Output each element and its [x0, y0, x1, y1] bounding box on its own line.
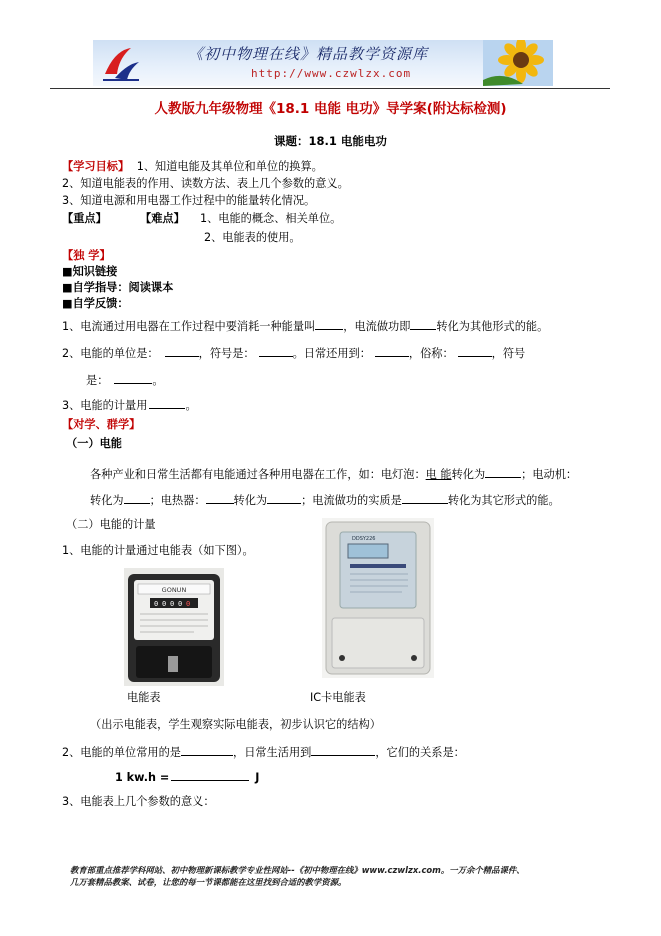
observation-note: （出示电能表，学生观察实际电能表，初步认识它的结构）	[90, 718, 381, 731]
section-1-line-1: 各种产业和日常生活都有电能通过各种用电器在工作，如：电灯泡：电 能转化为 ；电动机：	[90, 468, 578, 481]
svg-text:0: 0	[162, 600, 167, 608]
question-2: 2、电能的单位是： ，符号是： 。日常还用到： ，俗称： ，符号	[62, 347, 526, 360]
unit-equation: 1 kw.h = J	[115, 771, 260, 784]
answer-blank[interactable]	[124, 492, 150, 504]
objective-1: 1、知道电能及其单位和单位的换算。	[136, 160, 323, 173]
section-2-q1: 1、电能的计量通过电能表（如下图）。	[62, 544, 254, 557]
footer-line-1: 教育部重点推荐学科网站、初中物理新课标教学专业性网站--《初中物理在线》www.czwlzx.com。一万余个精品课件、	[70, 865, 525, 875]
meter-model: DDSY226	[352, 536, 376, 542]
ic-card-meter-image	[322, 518, 434, 678]
objective-3: 3、知道电源和用电器工作过程中的能量转化情况。	[62, 194, 316, 207]
question-3: 3、电能的计量用 。	[62, 399, 197, 412]
objectives-label: 【学习目标】	[62, 160, 130, 173]
answer-blank[interactable]	[181, 744, 233, 756]
answer-blank[interactable]	[267, 492, 301, 504]
keypoint-1: 1、电能的概念、相关单位。	[200, 212, 342, 225]
header-banner	[93, 40, 553, 86]
pair-study-label: 【对学、群学】	[62, 418, 141, 431]
page-title: 人教版九年级物理《18.1 电能 电功》导学案(附达标检测)	[154, 101, 507, 117]
answer-blank[interactable]	[171, 769, 249, 781]
meter-caption: 电能表	[127, 691, 161, 704]
answer-blank[interactable]	[410, 318, 436, 330]
svg-text:0: 0	[186, 600, 191, 608]
answer-blank[interactable]	[206, 492, 234, 504]
electric-meter-image	[124, 568, 224, 686]
answer-blank[interactable]	[311, 744, 375, 756]
lesson-subject: 课题：18.1 电能电功	[274, 134, 387, 148]
footer-line-2: 几万套精品教案、试卷，让您的每一节课都能在这里找到合适的教学资源。	[70, 877, 347, 887]
self-study-guide: ■自学指导：阅读课本	[62, 281, 174, 294]
banner-slogan: 《初中物理在线》精品教学资源库	[188, 45, 429, 63]
objective-2: 2、知道电能表的作用、读数方法、表上几个参数的意义。	[62, 177, 349, 190]
answer-blank[interactable]	[485, 466, 521, 478]
difficulty-label: 【难点】	[140, 212, 185, 225]
section-1-heading: （一）电能	[66, 437, 122, 450]
answer-blank[interactable]	[149, 397, 185, 409]
knowledge-link: ■知识链接	[62, 265, 118, 278]
meter-brand: GONUN	[161, 586, 187, 594]
svg-text:0: 0	[170, 600, 175, 608]
focus-label: 【重点】	[62, 212, 107, 225]
answer-blank[interactable]	[375, 345, 409, 357]
sunflower-icon	[483, 40, 553, 86]
answer-blank[interactable]	[114, 372, 152, 384]
answer-blank[interactable]	[402, 492, 448, 504]
header-rule	[50, 88, 610, 89]
svg-text:0: 0	[178, 600, 183, 608]
objective-line-1	[62, 160, 323, 174]
question-2-cont: 是： 。	[86, 374, 164, 387]
answer-blank[interactable]	[315, 318, 343, 330]
section-1-line-2: 转化为 ；电热器： 转化为 ；电流做功的实质是 转化为其它形式的能。	[90, 494, 560, 507]
answer-blank[interactable]	[165, 345, 199, 357]
svg-text:0: 0	[154, 600, 159, 608]
self-study-feedback: ■自学反馈：	[62, 297, 129, 310]
self-study-label: 【独 学】	[62, 249, 111, 262]
question-1: 1、电流通过用电器在工作过程中要消耗一种能量叫 ，电流做功即 转化为其他形式的能。	[62, 320, 549, 333]
section-2-q3: 3、电能表上几个参数的意义：	[62, 795, 215, 808]
site-logo-icon	[101, 44, 141, 82]
section-2-heading: （二）电能的计量	[66, 518, 156, 531]
answer-blank[interactable]	[458, 345, 492, 357]
ic-meter-caption: IC卡电能表	[310, 691, 366, 704]
keypoint-2: 2、电能表的使用。	[204, 231, 301, 244]
section-2-q2: 2、电能的单位常用的是 ，日常生活用到 ，它们的关系是：	[62, 746, 465, 759]
banner-url: http://www.czwlzx.com	[251, 67, 412, 80]
answer-blank[interactable]	[259, 345, 293, 357]
page-footer	[70, 864, 610, 888]
